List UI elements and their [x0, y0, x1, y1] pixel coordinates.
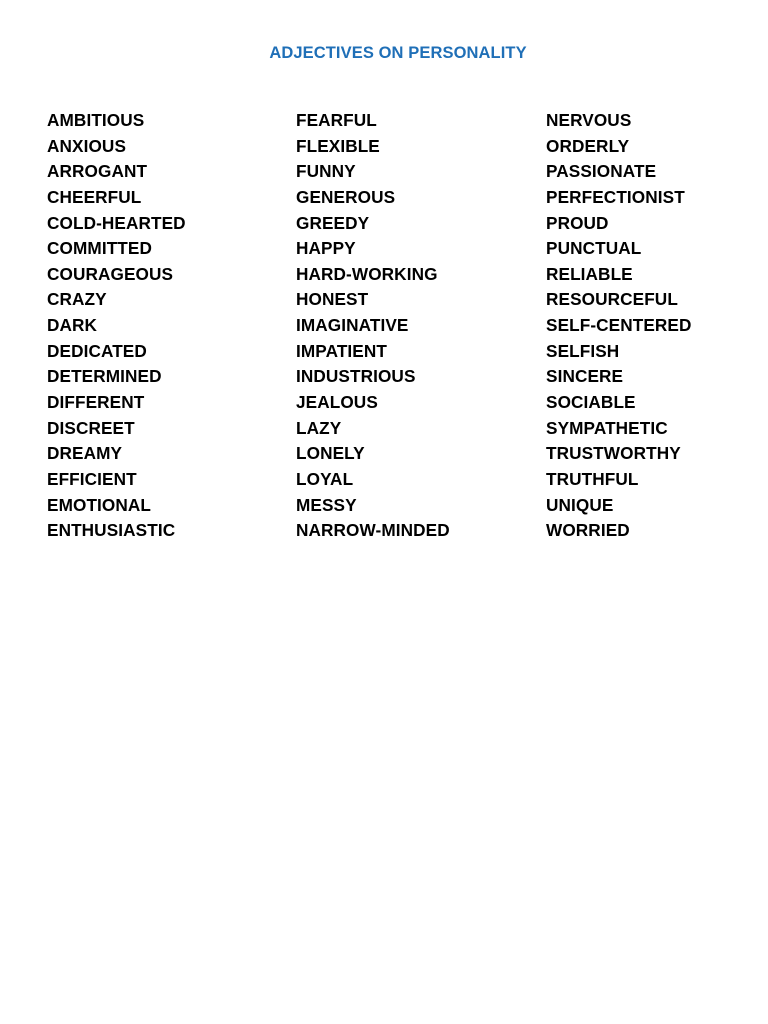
word-item: GENEROUS [296, 186, 396, 207]
word-item: PERFECTIONIST [546, 186, 685, 207]
word-item: LOYAL [296, 468, 354, 489]
word-column-3 [546, 108, 692, 544]
word-item: SOCIABLE [546, 392, 636, 413]
word-item: DETERMINED [47, 366, 162, 387]
word-item: ORDERLY [546, 135, 630, 156]
word-item: AMBITIOUS [47, 110, 145, 130]
word-item: ARROGANT [47, 161, 148, 182]
word-item: RELIABLE [546, 263, 633, 284]
word-item: LAZY [296, 417, 342, 438]
word-item: PUNCTUAL [546, 238, 642, 259]
word-item: JEALOUS [296, 392, 378, 413]
word-item: EFFICIENT [47, 468, 137, 489]
word-item: PASSIONATE [546, 161, 657, 182]
word-item: HARD-WORKING [296, 263, 438, 284]
word-item: WORRIED [546, 520, 630, 541]
word-item: SINCERE [546, 366, 624, 387]
word-item: CRAZY [47, 289, 107, 310]
word-item: NERVOUS [546, 110, 632, 130]
word-item: DEDICATED [47, 340, 147, 361]
document-title: ADJECTIVES ON PERSONALITY [269, 44, 527, 62]
word-item: MESSY [296, 494, 357, 515]
word-item: HAPPY [296, 238, 356, 259]
word-item: COURAGEOUS [47, 263, 174, 284]
word-item: SELF-CENTERED [546, 315, 692, 336]
word-item: FEARFUL [296, 110, 377, 130]
word-item: NARROW-MINDED [296, 520, 450, 541]
word-item: LONELY [296, 443, 365, 464]
word-item: DISCREET [47, 417, 135, 438]
word-column-1 [47, 108, 186, 544]
word-item: RESOURCEFUL [546, 289, 678, 310]
word-item: SELFISH [546, 340, 620, 361]
word-item: INDUSTRIOUS [296, 366, 416, 387]
word-item: DREAMY [47, 443, 123, 464]
word-item: IMPATIENT [296, 340, 387, 361]
word-item: FUNNY [296, 161, 356, 182]
word-item: IMAGINATIVE [296, 315, 409, 336]
word-item: COLD-HEARTED [47, 212, 186, 233]
word-item: EMOTIONAL [47, 494, 152, 515]
word-item: ANXIOUS [47, 135, 127, 156]
word-item: TRUSTWORTHY [546, 443, 681, 464]
word-item: ENTHUSIASTIC [47, 520, 176, 541]
word-item: DIFFERENT [47, 392, 145, 413]
word-column-2 [296, 108, 450, 544]
word-item: UNIQUE [546, 494, 614, 515]
word-item: CHEERFUL [47, 186, 142, 207]
word-item: PROUD [546, 212, 609, 233]
word-item: TRUTHFUL [546, 468, 639, 489]
word-item: GREEDY [296, 212, 370, 233]
word-item: HONEST [296, 289, 369, 310]
word-item: SYMPATHETIC [546, 417, 668, 438]
word-item: FLEXIBLE [296, 135, 380, 156]
word-item: COMMITTED [47, 238, 152, 259]
word-item: DARK [47, 315, 98, 336]
